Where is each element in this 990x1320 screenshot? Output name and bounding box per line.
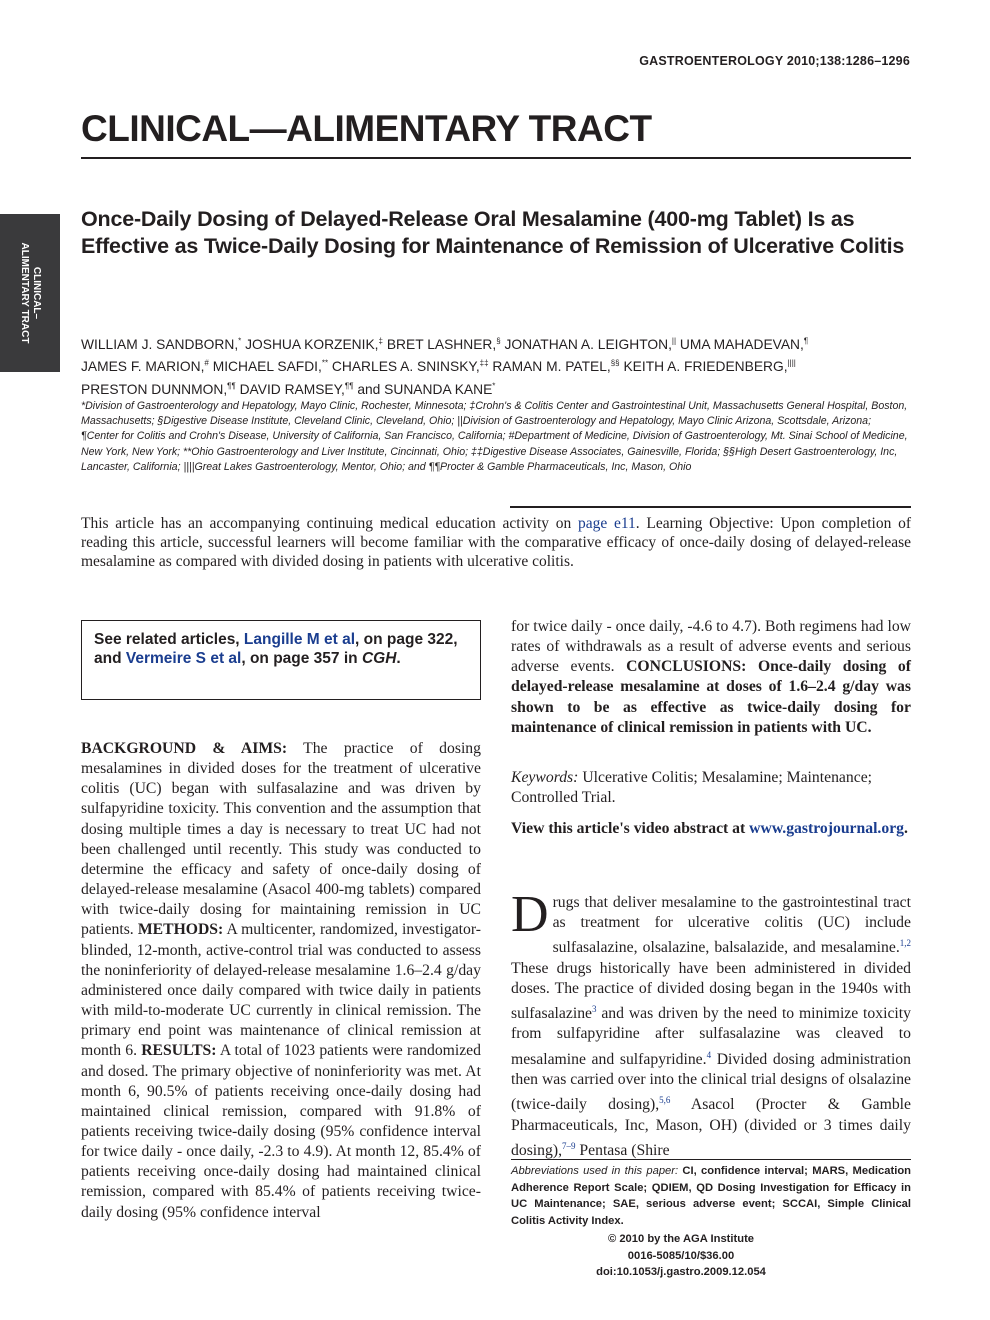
related-article-link-1[interactable]: Langille M et al [243,631,356,648]
video-abstract-link[interactable]: www.gastrojournal.org [749,820,905,837]
author: JONATHAN A. LEIGHTON,|| [504,336,677,352]
author: RAMAN M. PATEL,§§ [492,358,620,375]
author: BRET LASHNER,§ [386,336,501,352]
footnote-divider [511,1159,911,1160]
author: UMA MAHADEVAN,¶ [679,336,809,352]
affiliation-divider [510,506,911,508]
results-label: RESULTS: [141,1042,217,1060]
citation-link[interactable]: 7–9 [561,1140,576,1151]
citation-link[interactable]: 4 [706,1049,712,1060]
side-tab-label [18,218,42,368]
article-title: Once-Daily Dosing of Delayed-Release Oral Mesalamine (400-mg Tablet) Is as Effective as Twice-Daily Dosing for Maintenance of Remission of Ulcerative Colitis [81,207,905,258]
citation-link[interactable]: 3 [592,1004,597,1015]
author: and SUNANDA KANE* [357,381,496,397]
affiliations: *Division of Gastroenterology and Hepatology, Mayo Clinic, Rochester, Minnesota; ‡Crohn's & Colitis Center and Gastrointestinal Unit, Massachusetts General Hospital, Boston, Massachusetts; §Digestive Disease Institute, Cleveland Clinic, Cleveland, Ohio; ||Division of Gastroenterology and Hepatology, Mayo Clinic Arizona, Scottsdale, Arizona; ¶Center for Colitis and Crohn's Disease, University of California, San Francisco, California; #Department of Medicine, Division of Gastroenterology, Mt. Sinai School of Medicine, New York, New York; **Ohio Gastroenterology and Liver Institute, Cincinnati, Ohio; ‡‡Digestive Disease Associates, Gainesville, Florida; §§High Desert Gastroenterology, Inc, Lancaster, California; ||||Great Lakes Gastroenterology, Mentor, Ohio; and ¶¶Procter & Gamble Pharmaceuticals, Inc, Mason, Ohio [81,400,908,473]
related-journal: CGH [361,650,397,667]
cme-page-link[interactable]: page e11 [577,515,636,532]
author: JAMES F. MARION,# [81,358,209,375]
journal-reference: GASTROENTEROLOGY 2010;138:1286–1296 [639,54,910,68]
author: MICHAEL SAFDI,** [212,358,329,375]
author-list [81,331,911,399]
copyright-block [511,1231,851,1281]
introduction-paragraph: Drugs that deliver mesalamine to the gastrointestinal tract as treatment for ulcerative colitis (UC) include sulfasalazine, olsalazine, balsalazide, and mesalamine.$^{1,2}$ These drugs historically have been administered in divided doses. The practice of divided dosing began in the 1940s with sulfasalazine$^3$ and was driven by the need to minimize toxicity from sulfapyridine after sulfasalazine was cleaved to mesalamine and sulfapyridine.$^4$ Divided dosing administration then was carried over into the clinical trial designs of olsalazine (twice-daily dosing),$^{5,6}$ Asacol (Procter & Gamble Pharmaceuticals, Inc, Mason, OH) (divided or 3 times daily dosing),$^{7-9}$ Pentasa (Shire [511,886,911,1159]
video-abstract-note: View this article's video abstract at www.gastrojournal.org. [511,820,908,837]
background-label: BACKGROUND & AIMS: [81,740,288,757]
copyright-line: © 2010 by the AGA Institute [607,1233,755,1245]
keywords: Keywords: Ulcerative Colitis; Mesalamine; Maintenance; Controlled Trial. [511,769,873,807]
conclusions-label: CONCLUSIONS: [626,658,747,676]
methods-label: METHODS: [137,921,224,939]
author: PRESTON DUNNMON,¶¶ [81,381,236,397]
section-heading: CLINICAL—ALIMENTARY TRACT [81,108,652,149]
author: JOSHUA KORZENIK,‡ [245,336,383,352]
related-article-link-2[interactable]: Vermeire S et al [125,650,242,667]
doi-line: doi:10.1053/j.gastro.2009.12.054 [596,1266,766,1279]
abbreviations-footnote: Abbreviations used in this paper: CI, confidence interval; MARS, Medication Adherence Report Scale; QDIEM, QD Dosing Investigation for Efficacy in UC Maintenance; SAE, serious adverse event; SCCAI, Simple Clinical Colitis Activity Index. [511,1165,911,1227]
issn-line: 0016-5085/10/$36.00 [627,1249,735,1262]
drop-cap: D [511,886,549,943]
side-tab-line1: CLINICAL– [31,266,42,320]
keywords-label: Keywords: [511,769,579,786]
cme-note: This article has an accompanying continuing medical education activity on page e11. Learning Objective: Upon completion of reading this article, successful learners will become familiar with the comparative efficacy of once-daily dosing of delayed-release mesalamine as compared with divided dosing in patients with ulcerative colitis. [81,515,911,570]
abstract-left-column: BACKGROUND & AIMS: The practice of dosing mesalamines in divided doses for the treatment of ulcerative colitis (UC) began with sulfasalazine and was driven by sulfapyridine toxicity. This convention and the assumption that dosing multiple times a day is necessary to treat UC had not been challenged until recently. This study was conducted to determine the efficacy and safety of once-daily dosing of delayed-release mesalamine (Asacol 400-mg tablets) compared with twice-daily dosing for maintaining remission in UC patients. METHODS: A multicenter, randomized, investigator-blinded, 12-month, active-control trial was conducted to assess the noninferiority of delayed-release mesalamine 1.6–2.4 g/day administered once daily compared with twice daily in patients with mild-to-moderate UC currently in clinical remission. The primary end point was maintenance of clinical remission at month 6. RESULTS: A total of 1023 patients were randomized and dosed. The primary objective of noninferiority was met. At month 6, 90.5% of patients receiving once-daily dosing had maintained clinical remission, compared with 91.8% of patients receiving twice-daily dosing (95% confidence interval for twice daily - once daily, -2.3 to 4.9). At month 12, 85.4% of patients receiving once-daily dosing had maintained clinical remission, compared with 85.4% of patients receiving twice-daily dosing (95% confidence interval [81,740,481,1221]
abbreviations-label: Abbreviations used in this paper: [511,1165,679,1177]
author: WILLIAM J. SANDBORN,* [81,336,242,352]
author: CHARLES A. SNINSKY,‡‡ [331,358,489,375]
heading-divider [81,157,911,159]
author: DAVID RAMSEY,¶¶ [239,381,354,397]
citation-link[interactable]: 1,2 [899,938,911,949]
citation-link[interactable]: 5,6 [659,1095,671,1106]
author: KEITH A. FRIEDENBERG,|||| [623,358,796,375]
related-articles-box: See related articles, Langille M et al, on page 322, and Vermeire S et al, on page 357 in CGH. [81,620,481,700]
conclusions-text: Once-daily dosing of delayed-release mesalamine at doses of 1.6–2.4 g/day was shown to be as effective as twice-daily dosing for maintenance of clinical remission in patients with UC. [511,658,912,736]
abstract-right-column: for twice daily - once daily, -4.6 to 4.7). Both regimens had low rates of withdrawals as a result of adverse events and serious adverse events. CONCLUSIONS: Once-daily dosing of delayed-release mesalamine at doses of 1.6–2.4 g/day was shown to be as effective as twice-daily dosing for maintenance of clinical remission in patients with UC. [511,618,912,736]
side-tab-line2: ALIMENTARY TRACT [19,242,30,344]
